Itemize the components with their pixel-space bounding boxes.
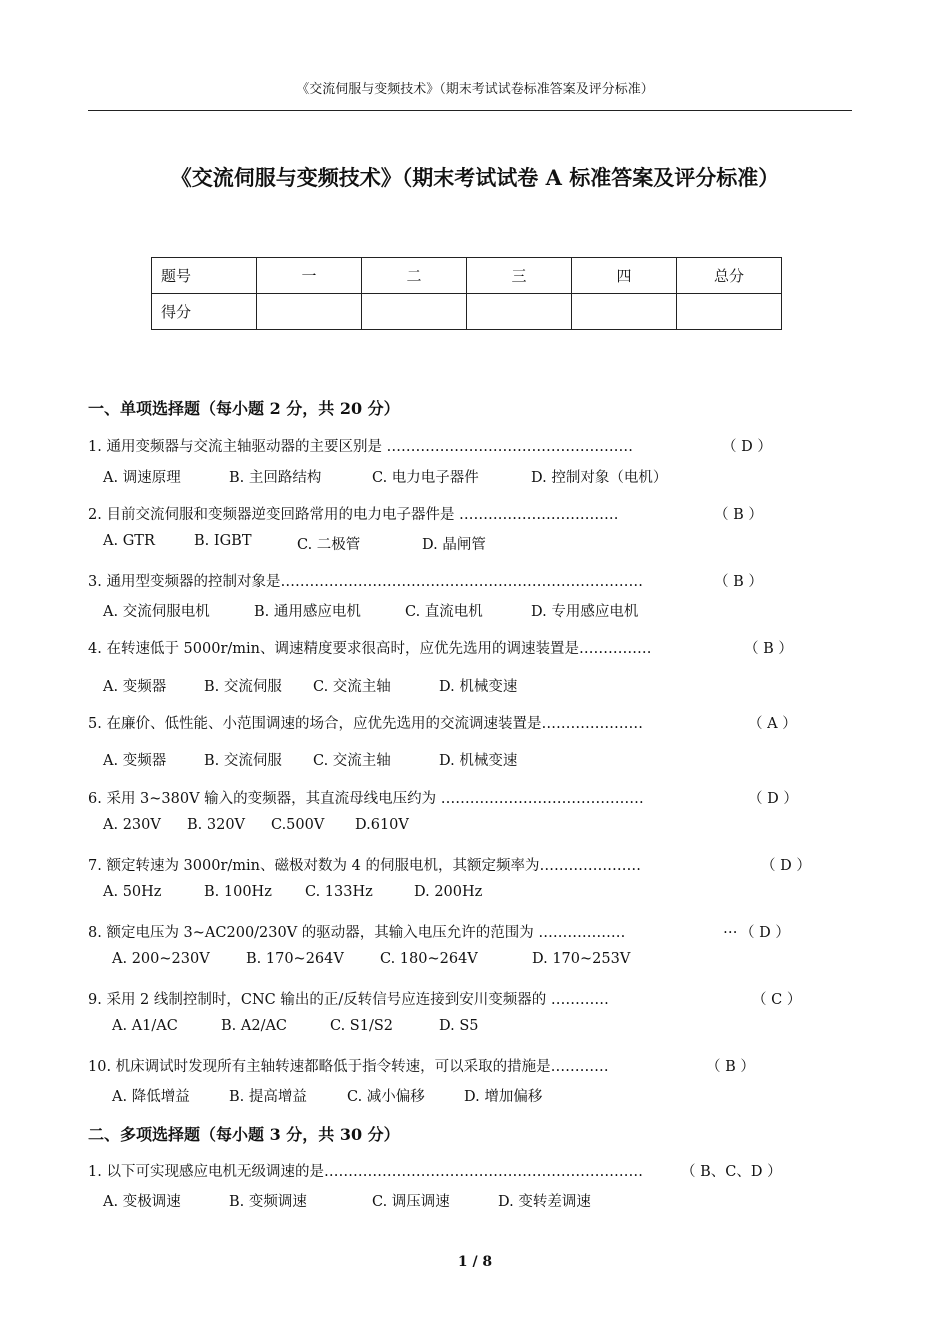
question-stem: 10. 机床调试时发现所有主轴转速都略低于指令转速，可以采取的措施是………… — [88, 1059, 609, 1075]
question-option: C. 调压调速 — [372, 1194, 450, 1210]
question-stem: 1. 通用变频器与交流主轴驱动器的主要区别是 …………………………………………… — [88, 439, 634, 455]
document-title: 《交流伺服与变频技术》（期末考试试卷 A 标准答案及评分标准） — [170, 165, 780, 190]
score-table-cell: 三 — [467, 258, 572, 294]
score-table-header-row — [152, 258, 782, 294]
question-answer: （ B、C、D ） — [681, 1164, 782, 1180]
question-option: C. 减小偏移 — [347, 1089, 425, 1105]
question-option: D. 晶闸管 — [422, 537, 486, 553]
section-heading-single-choice: 一、单项选择题（每小题 2 分，共 20 分） — [88, 399, 400, 418]
question-option: C. 180~264V — [380, 951, 478, 967]
question-stem: 5. 在廉价、低性能、小范围调速的场合，应优先选用的交流调速装置是………………… — [88, 716, 643, 732]
question-dots: … — [723, 921, 738, 937]
page-number: 1 / 8 — [457, 1254, 493, 1270]
question-option: A. 50Hz — [103, 884, 162, 900]
question-stem: 9. 采用 2 线制控制时，CNC 输出的正/反转信号应连接到安川变频器的 ………… — [88, 992, 609, 1008]
question-option: D.610V — [355, 817, 409, 833]
question-option: B. IGBT — [194, 533, 252, 549]
question-answer: （ C ） — [752, 992, 802, 1008]
question-option: C.500V — [271, 817, 325, 833]
question-option: D. 机械变速 — [439, 753, 518, 769]
question-option: A. A1/AC — [112, 1018, 178, 1034]
question-option: B. 170~264V — [246, 951, 344, 967]
score-table-cell — [362, 294, 467, 330]
question-answer: （ D ） — [740, 925, 790, 941]
question-option: A. 变频器 — [103, 679, 167, 695]
question-option: C. 交流主轴 — [313, 753, 391, 769]
question-option: C. 电力电子器件 — [372, 470, 479, 486]
question-option: B. 变频调速 — [229, 1194, 307, 1210]
question-option: D. 200Hz — [414, 884, 483, 900]
score-table-cell — [257, 294, 362, 330]
question-option: B. 主回路结构 — [229, 470, 322, 486]
section-heading-multiple-choice: 二、多项选择题（每小题 3 分，共 30 分） — [88, 1125, 400, 1144]
score-table-cell: 总分 — [677, 258, 782, 294]
score-table-cell — [677, 294, 782, 330]
question-option: C. S1/S2 — [330, 1018, 393, 1034]
question-option: D. 170~253V — [532, 951, 631, 967]
question-option: C. 133Hz — [305, 884, 373, 900]
question-option: D. S5 — [439, 1018, 479, 1034]
question-answer: （ A ） — [748, 716, 797, 732]
question-answer: （ B ） — [714, 507, 763, 523]
question-option: B. 100Hz — [204, 884, 272, 900]
question-option: B. 交流伺服 — [204, 753, 282, 769]
question-option: D. 专用感应电机 — [531, 604, 639, 620]
question-option: B. 提高增益 — [229, 1089, 307, 1105]
question-option: A. 变频器 — [103, 753, 167, 769]
question-option: A. 交流伺服电机 — [103, 604, 210, 620]
score-table — [151, 257, 782, 330]
question-option: A. 调速原理 — [103, 470, 181, 486]
question-option: B. 通用感应电机 — [254, 604, 361, 620]
score-table-cell: 二 — [362, 258, 467, 294]
question-option: D. 机械变速 — [439, 679, 518, 695]
question-option: B. 320V — [187, 817, 246, 833]
score-table-cell: 四 — [572, 258, 677, 294]
question-option: D. 增加偏移 — [464, 1089, 543, 1105]
question-answer: （ D ） — [761, 858, 811, 874]
question-answer: （ B ） — [714, 574, 763, 590]
header-rule — [88, 110, 852, 111]
score-table-score-row — [152, 294, 782, 330]
question-stem: 3. 通用型变频器的控制对象是………………………………………………………………… — [88, 574, 643, 590]
score-table-cell — [467, 294, 572, 330]
question-option: A. 降低增益 — [112, 1089, 190, 1105]
question-stem: 2. 目前交流伺服和变频器逆变回路常用的电力电子器件是 …………………………… — [88, 507, 619, 523]
question-stem: 6. 采用 3~380V 输入的变频器，其直流母线电压约为 …………………………………… — [88, 791, 644, 807]
score-table-cell — [572, 294, 677, 330]
question-stem: 7. 额定转速为 3000r/min、磁极对数为 4 的伺服电机，其额定频率为………………… — [88, 858, 641, 874]
score-table-cell: 得分 — [152, 294, 257, 330]
question-stem: 4. 在转速低于 5000r/min、调速精度要求很高时，应优先选用的调速装置是…………… — [88, 641, 652, 657]
question-option: D. 变转差调速 — [498, 1194, 591, 1210]
question-answer: （ D ） — [722, 439, 772, 455]
question-answer: （ B ） — [744, 641, 793, 657]
question-option: A. GTR — [103, 533, 155, 549]
question-stem: 8. 额定电压为 3~AC200/230V 的驱动器，其输入电压允许的范围为 ……………… — [88, 925, 626, 941]
question-option: A. 230V — [103, 817, 161, 833]
question-stem: 1. 以下可实现感应电机无级调速的是………………………………………………………… — [88, 1164, 643, 1180]
question-option: C. 二极管 — [297, 537, 361, 553]
score-table-cell: 一 — [257, 258, 362, 294]
question-option: C. 交流主轴 — [313, 679, 391, 695]
question-answer: （ B ） — [706, 1059, 755, 1075]
score-table-cell: 题号 — [152, 258, 257, 294]
question-option: A. 变极调速 — [103, 1194, 181, 1210]
question-answer: （ D ） — [748, 791, 798, 807]
question-option: A. 200~230V — [112, 951, 210, 967]
question-option: C. 直流电机 — [405, 604, 483, 620]
question-option: B. A2/AC — [221, 1018, 288, 1034]
question-option: D. 控制对象（电机） — [531, 470, 668, 486]
question-option: B. 交流伺服 — [204, 679, 282, 695]
running-header: 《交流伺服与变频技术》（期末考试试卷标准答案及评分标准） — [296, 82, 654, 97]
